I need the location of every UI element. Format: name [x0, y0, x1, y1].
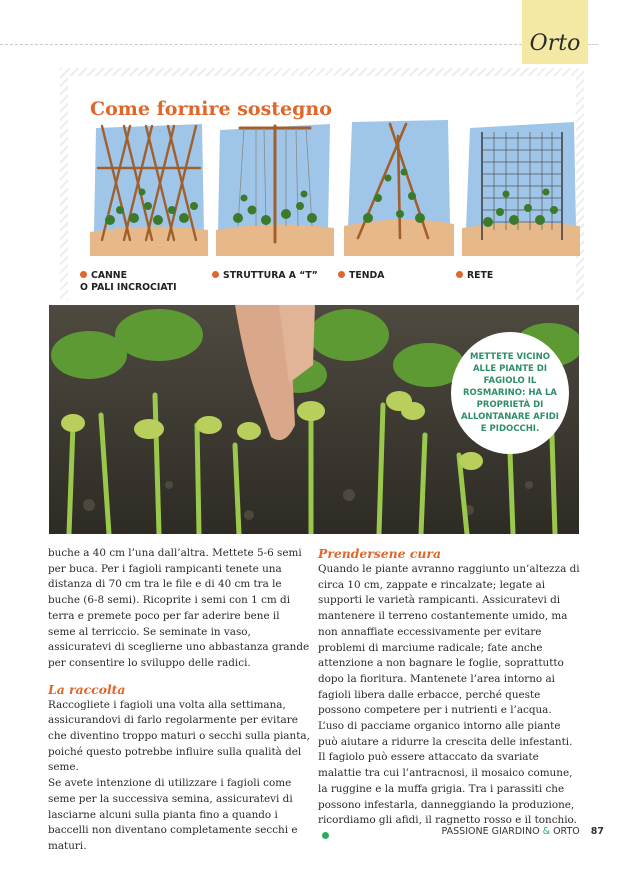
- support-title: Come fornire sostegno: [90, 98, 332, 120]
- support-box: [60, 68, 584, 300]
- orange-bullet-icon: [456, 271, 463, 278]
- footer-ampersand: &: [542, 826, 551, 837]
- label-tenda: [338, 270, 384, 282]
- left-paragraph-2: Raccogliete i fagioli una volta alla settimana, assicurandovi di farlo regolarmente per evitare che diventino troppo maturi o secchi sulla pianta, poiché questo potrebbe influire sulla qualità del seme.: [48, 698, 310, 774]
- orange-bullet-icon: [212, 271, 219, 278]
- callout-text: METTETE VICINO ALLE PIANTE DI FAGIOLO IL ROSMARINO: HA LA PROPRIETÀ DI ALLONTANARE AFIDI E PIDOCCHI.: [461, 352, 559, 434]
- orange-bullet-icon: [80, 271, 87, 278]
- label-struttura: [212, 270, 318, 282]
- page-footer: [442, 826, 604, 837]
- label-canne: [80, 270, 177, 294]
- heading-raccolta: La raccolta: [48, 681, 126, 697]
- end-mark-icon: [322, 832, 329, 839]
- tent-illustration: [344, 114, 454, 256]
- header-rule-right: [588, 44, 598, 45]
- label-canne-line2: O PALI INCROCIATI: [80, 282, 177, 293]
- label-rete: [456, 270, 493, 282]
- right-paragraph-1: Quando le piante avranno raggiunto un’altezza di circa 10 cm, zappate e rincalzate; legate ai supporti le varietà rampicanti. Assicuratevi di mantenere il terreno costantemente umido, ma non annaffiate eccessivamente per evitare problemi di marciume radicale; fate anche attenzione a non bagnare le foglie, soprattutto dopo la fioritura. Mantenete l’area intorno ai fagioli libera dalle erbacce, perché queste possono competere per i nutrienti e l’acqua. L’uso di pacciame organico intorno alle piante può aiutare a ridurre la crescita delle infestanti.: [318, 563, 580, 748]
- page-number: 87: [590, 826, 604, 837]
- crossed-canes-illustration: [90, 114, 208, 256]
- label-tenda-text: TENDA: [349, 270, 385, 281]
- left-column: [48, 546, 310, 855]
- footer-magazine-b: ORTO: [553, 826, 580, 837]
- label-rete-text: RETE: [467, 270, 494, 281]
- footer-magazine-a: PASSIONE GIARDINO: [441, 826, 540, 837]
- left-paragraph-3: Se avete intenzione di utilizzare i fagioli come seme per la successiva semina, assicuratevi di lasciarne alcuni sulla pianta fino a quando i baccelli non diventano completamente secchi e maturi.: [48, 777, 298, 852]
- header-rule: [0, 44, 522, 45]
- section-tab: [522, 0, 588, 64]
- label-canne-line1: CANNE: [91, 270, 127, 281]
- right-column: [318, 546, 580, 845]
- net-illustration: [462, 114, 580, 256]
- right-paragraph-2: Il fagiolo può essere attaccato da svariate malattie tra cui l’antracnosi, il mosaico comune, la ruggine e la muffa grigia. Tra i parassiti che possono infestarla, danneggiando la produzione, ricordiamo gli afidi, il ragnetto rosso e il tonchio.: [318, 751, 577, 827]
- section-tab-label: Orto: [529, 31, 581, 56]
- label-struttura-text: STRUTTURA A “T”: [223, 270, 318, 281]
- orange-bullet-icon: [338, 271, 345, 278]
- heading-cura: Prendersene cura: [318, 546, 441, 561]
- left-paragraph-1: buche a 40 cm l’una dall’altra. Mettete 5-6 semi per buca. Per i fagioli rampicanti tenete una distanza di 70 cm tra le file e di 40 cm tra le buche (6-8 semi). Ricoprite i semi con 1 cm di terra e premete poco per far aderire bene il seme al terriccio. Se seminate in vaso, assicuratevi di sceglierne uno abbastanza grande per consentire lo sviluppo delle radici.: [48, 547, 310, 669]
- support-panel: [68, 76, 576, 300]
- bean-seedlings-photo: [49, 305, 579, 534]
- t-structure-illustration: [216, 114, 334, 256]
- callout-bubble: [451, 332, 569, 454]
